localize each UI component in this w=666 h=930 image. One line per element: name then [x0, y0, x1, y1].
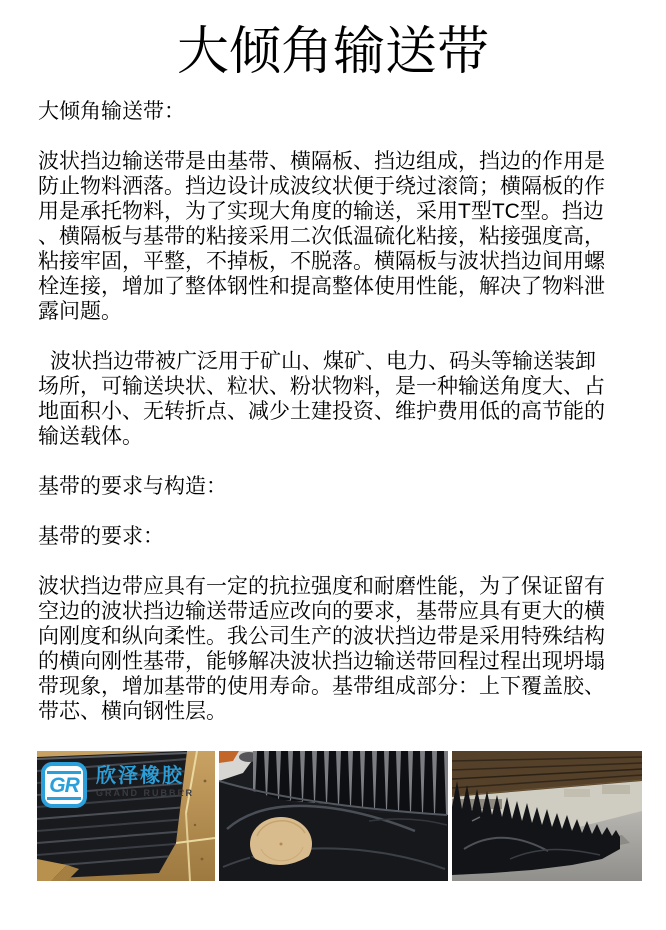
page-title: 大倾角输送带: [176, 23, 489, 81]
brand-logo: [41, 762, 194, 808]
brand-monogram: GR: [47, 771, 81, 800]
section-heading-structure: 基带的要求与构造：: [38, 475, 227, 498]
brand-name-cn: 欣泽橡胶: [96, 765, 184, 787]
paragraph-composition: 波状挡边输送带是由基带、横隔板、挡边组成，挡边的作用是防止物料洒落。挡边设计成波纹状便于绕过滚筒；横隔板的作用是承托物料，为了实现大角度的输送，采用T型TC型。挡边、横隔板与基带的粘接采用二次低温硫化粘接，粘接强度高，粘接牢固，平整，不掉板，不脱落。横隔板与波状挡边间用螺栓连接，增加了整体钢性和提高整体使用性能，解决了物料泄露问题。: [38, 150, 605, 323]
photo-sidewall-strips: [37, 751, 215, 881]
paragraph-base-belt: 波状挡边带应具有一定的抗拉强度和耐磨性能，为了保证留有空边的波状挡边输送带适应改向的要求，基带应具有更大的横向刚度和纵向柔性。我公司生产的波状挡边带是采用特殊结构的横向刚性基带，能够解决波状挡边输送带回程过程出现坍塌带现象，增加基带的使用寿命。基带组成部分：上下覆盖胶、带芯、横向钢性层。: [38, 575, 605, 723]
intro-line: 大倾角输送带：: [38, 100, 185, 123]
brand-text: [96, 762, 194, 798]
brand-name-en: GRAND RUBBER: [96, 788, 194, 798]
article: [0, 99, 666, 747]
photo-warehouse: [452, 751, 642, 881]
photo-belt-coil: [219, 751, 448, 881]
paragraph-applications: 波状挡边带被广泛用于矿山、煤矿、电力、码头等输送装卸场所，可输送块状、粒状、粉状物料，是一种输送角度大、占地面积小、无转折点、减少土建投资、维护费用低的高节能的输送载体。: [38, 350, 605, 448]
warehouse-image: [452, 751, 642, 881]
belt-coil-image: [219, 751, 448, 881]
brand-monogram-icon: [41, 762, 87, 808]
section-heading-requirement: 基带的要求：: [38, 525, 164, 548]
photo-gallery: [37, 751, 642, 881]
